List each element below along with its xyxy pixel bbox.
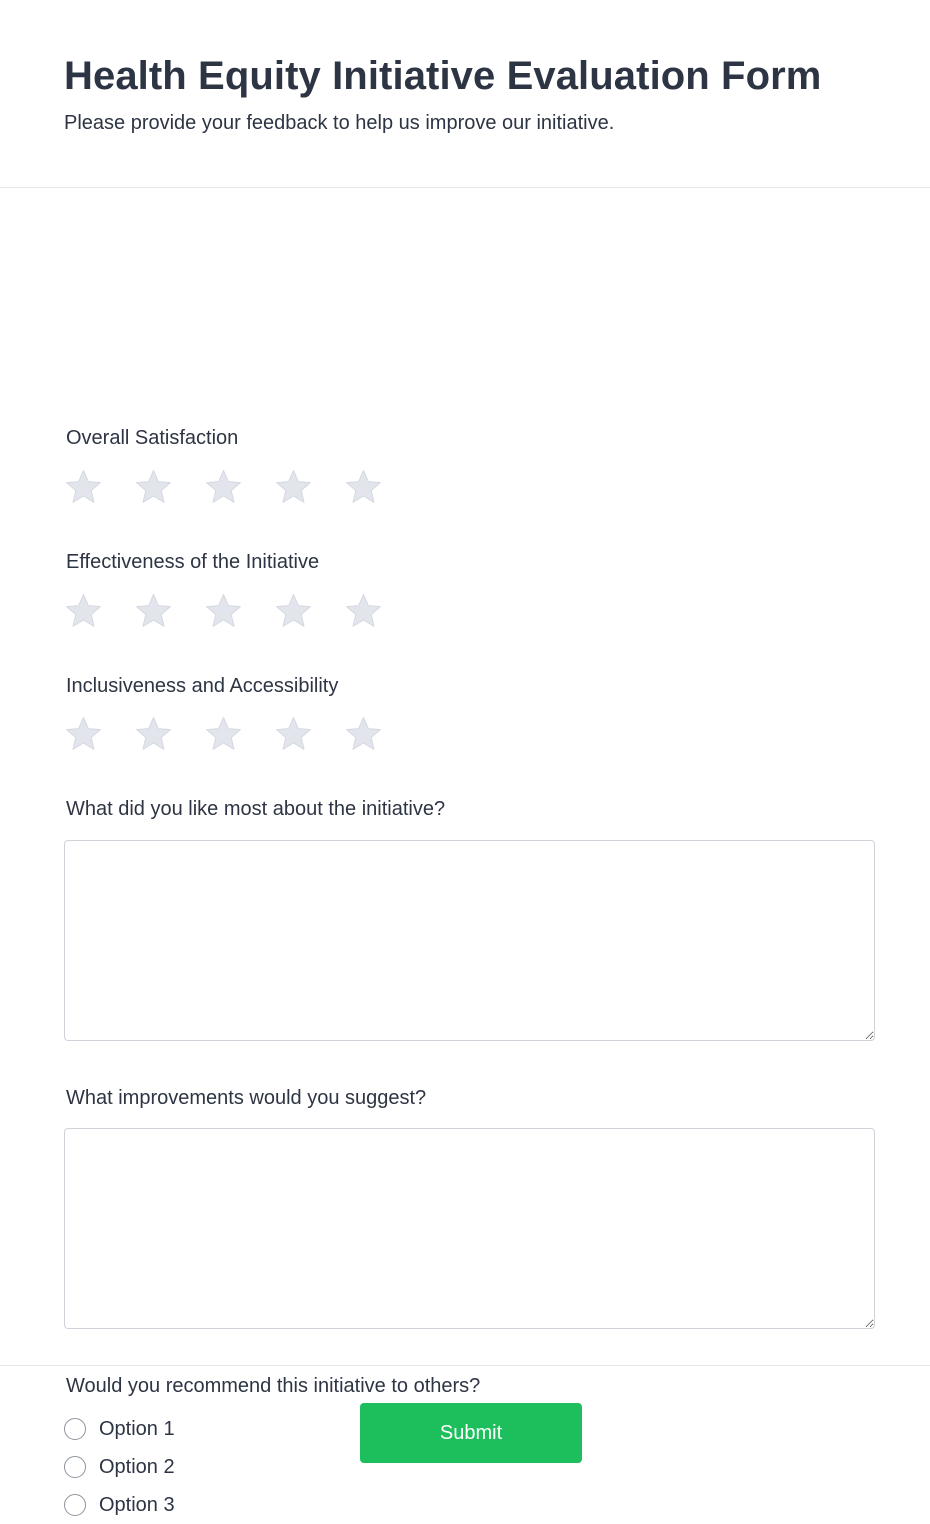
liked-most-textarea[interactable]: [64, 840, 875, 1041]
question-label-liked-most: What did you like most about the initiative?: [66, 798, 446, 820]
rating-label-overall-satisfaction: Overall Satisfaction: [66, 427, 239, 449]
radio-option-label: Option 3: [99, 1493, 175, 1516]
star-icon[interactable]: [344, 715, 383, 754]
star-icon[interactable]: [204, 715, 243, 754]
rating-label-effectiveness: Effectiveness of the Initiative: [66, 551, 320, 573]
star-rating-effectiveness: [64, 592, 383, 631]
star-icon[interactable]: [344, 592, 383, 631]
star-rating-inclusiveness: [64, 715, 383, 754]
star-icon[interactable]: [134, 468, 173, 507]
form-header: [0, 0, 930, 188]
question-label-improvements: What improvements would you suggest?: [66, 1087, 427, 1109]
submit-button[interactable]: Submit: [360, 1403, 582, 1463]
star-icon[interactable]: [274, 592, 313, 631]
star-icon[interactable]: [64, 715, 103, 754]
star-icon[interactable]: [274, 468, 313, 507]
star-icon[interactable]: [134, 715, 173, 754]
star-icon[interactable]: [274, 715, 313, 754]
radio-option-label: Option 2: [99, 1455, 175, 1478]
star-icon[interactable]: [64, 468, 103, 507]
radio-option-label: Option 1: [99, 1417, 175, 1440]
star-icon[interactable]: [204, 592, 243, 631]
star-icon[interactable]: [344, 468, 383, 507]
rating-label-inclusiveness: Inclusiveness and Accessibility: [66, 675, 339, 697]
page-title: Health Equity Initiative Evaluation Form: [64, 54, 822, 98]
form-footer: [0, 1366, 930, 1512]
star-icon[interactable]: [64, 592, 103, 631]
star-rating-overall-satisfaction: [64, 468, 383, 507]
page-subtitle: Please provide your feedback to help us improve our initiative.: [64, 112, 615, 134]
star-icon[interactable]: [204, 468, 243, 507]
improvements-textarea[interactable]: [64, 1128, 875, 1329]
star-icon[interactable]: [134, 592, 173, 631]
question-label-recommend: Would you recommend this initiative to others?: [66, 1375, 481, 1397]
